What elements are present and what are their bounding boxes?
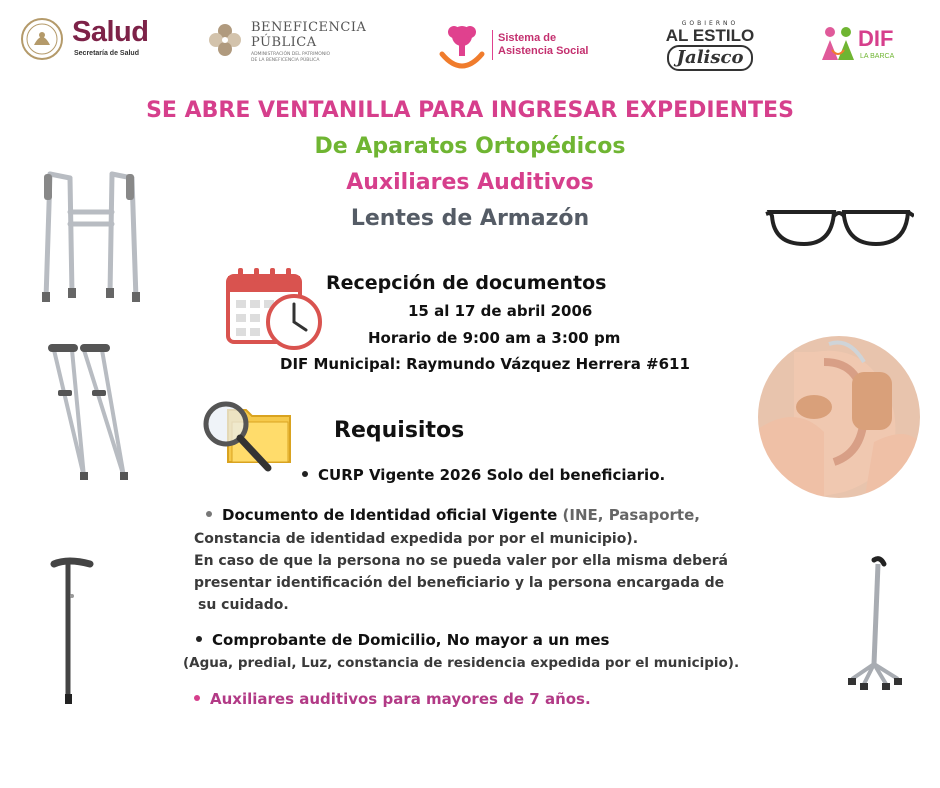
req-identidad-line3: En caso de que la persona no se pueda valer por ella misma deberá bbox=[194, 553, 728, 569]
req-domicilio-text: Comprobante de Domicilio, No mayor a un mes bbox=[212, 631, 610, 649]
beneficencia-line4: DE LA BENEFICENCIA PÚBLICA bbox=[251, 58, 320, 63]
subtitle-auditivos: Auxiliares Auditivos bbox=[346, 170, 594, 195]
subtitle-lentes: Lentes de Armazón bbox=[350, 206, 590, 231]
reception-hours: Horario de 9:00 am a 3:00 pm bbox=[368, 329, 621, 347]
folder-magnifier-icon bbox=[198, 396, 298, 476]
logo-jalisco bbox=[650, 20, 770, 74]
jalisco-line1: GOBIERNO bbox=[681, 20, 739, 27]
beneficencia-line1: BENEFICENCIA bbox=[251, 20, 367, 35]
sistema-line1: Sistema de bbox=[498, 32, 557, 44]
salud-name: Salud bbox=[72, 16, 149, 48]
req-auditivos bbox=[194, 690, 591, 708]
dif-family-emblem-icon bbox=[436, 20, 488, 72]
dif-subtitle: LA BARCA bbox=[860, 53, 895, 60]
req-identidad bbox=[206, 506, 700, 524]
main-title: SE ABRE VENTANILLA PARA INGRESAR EXPEDIENTES bbox=[146, 98, 794, 123]
bullet-icon bbox=[302, 471, 308, 477]
req-curp-text: CURP Vigente 2026 Solo del beneficiario. bbox=[318, 466, 666, 484]
mexico-seal-icon bbox=[20, 17, 64, 61]
req-identidad-paren: (INE, Pasaporte, bbox=[562, 506, 700, 524]
req-identidad-line4: presentar identificación del beneficiario y la persona encargada de bbox=[194, 575, 725, 591]
jalisco-line2: AL ESTILO bbox=[665, 26, 755, 45]
req-identidad-main: Documento de Identidad oficial Vigente bbox=[222, 506, 558, 524]
bullet-icon bbox=[206, 511, 212, 517]
walker-icon bbox=[36, 164, 146, 304]
quad-cane-icon bbox=[844, 554, 904, 694]
req-identidad-line5: su cuidado. bbox=[198, 597, 289, 613]
subtitle-ortopedicos: De Aparatos Ortopédicos bbox=[314, 134, 626, 159]
calendar-clock-icon bbox=[222, 262, 322, 352]
beneficencia-line2: PÚBLICA bbox=[251, 35, 317, 50]
reception-title: Recepción de documentos bbox=[326, 272, 607, 294]
logo-salud bbox=[20, 14, 170, 64]
logo-sistema-asistencia bbox=[436, 20, 616, 74]
salud-subtitle: Secretaría de Salud bbox=[74, 50, 139, 57]
glasses-icon bbox=[764, 202, 914, 252]
req-identidad-line2: Constancia de identidad expedida por por el municipio). bbox=[194, 531, 639, 547]
logo-dif-la-barca bbox=[818, 18, 918, 70]
reception-address: DIF Municipal: Raymundo Vázquez Herrera #611 bbox=[280, 355, 690, 373]
beneficencia-line3: ADMINISTRACIÓN DEL PATRIMONIO bbox=[251, 52, 331, 57]
req-auditivos-text: Auxiliares auditivos para mayores de 7 años. bbox=[210, 690, 591, 708]
dif-name: DIF bbox=[858, 26, 894, 51]
requirements-title: Requisitos bbox=[334, 418, 465, 443]
bullet-icon bbox=[196, 636, 202, 642]
cane-icon bbox=[48, 556, 98, 706]
bullet-icon bbox=[194, 695, 200, 701]
req-curp bbox=[302, 466, 665, 484]
hearing-aid-photo-icon bbox=[754, 332, 924, 502]
crutches-icon bbox=[44, 342, 144, 482]
sistema-line2: Asistencia Social bbox=[498, 45, 589, 57]
dif-children-icon bbox=[818, 20, 858, 66]
req-domicilio-sub: (Agua, predial, Luz, constancia de residencia expedida por el municipio). bbox=[183, 655, 740, 671]
logo-beneficencia bbox=[205, 18, 365, 68]
jalisco-line3: Jalisco bbox=[667, 45, 754, 71]
beneficencia-emblem-icon bbox=[205, 20, 245, 60]
reception-dates: 15 al 17 de abril 2006 bbox=[408, 302, 593, 320]
req-domicilio bbox=[196, 631, 609, 649]
